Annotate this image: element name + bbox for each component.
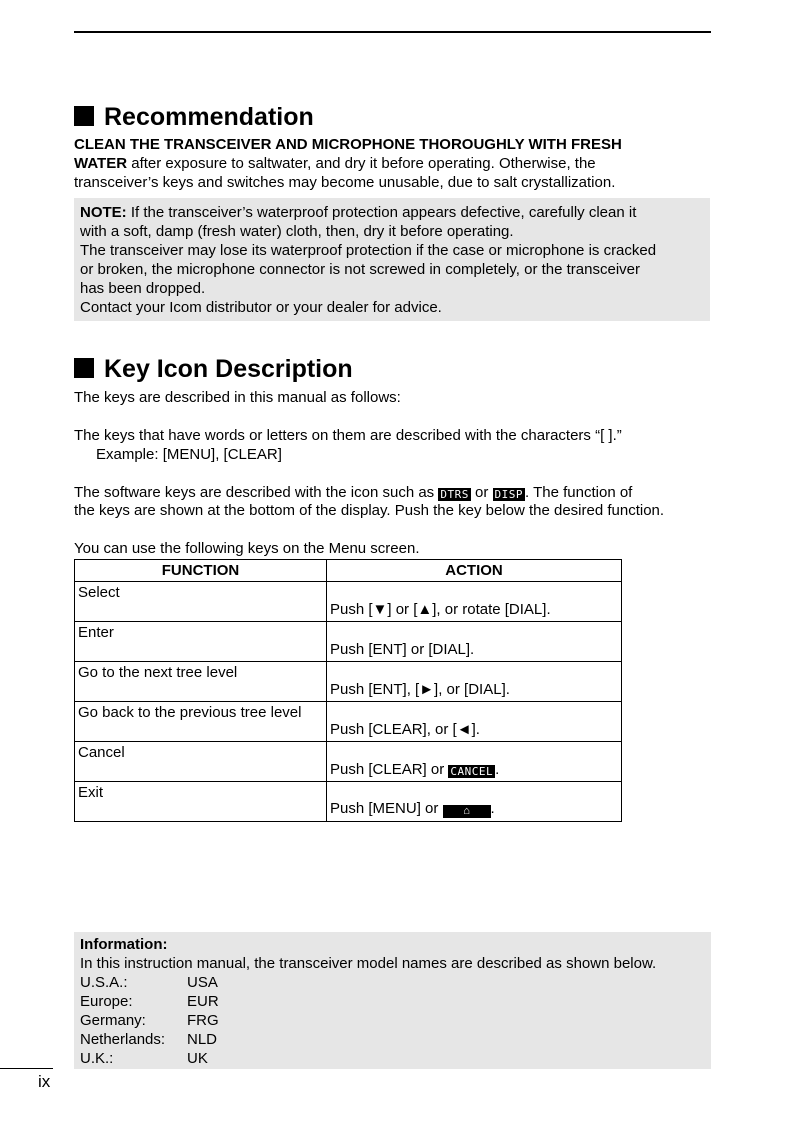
model-region: U.S.A.: [80, 974, 128, 991]
software-keys-line-2: the keys are shown at the bottom of the display. Push the key below the desired function. [74, 502, 665, 519]
cancel-key-icon: CANCEL [450, 765, 494, 778]
recommendation-heading: Recommendation [74, 102, 314, 132]
table-header-row [75, 560, 622, 582]
action-header: ACTION [327, 560, 622, 582]
table-row [75, 582, 622, 622]
note-line-1: NOTE: If the transceiver’s waterproof protection appears defective, carefully clean it [80, 204, 637, 221]
model-region: Europe: [80, 993, 133, 1010]
menu-intro: You can use the following keys on the Menu screen. [74, 540, 420, 557]
model-code: NLD [187, 1031, 218, 1048]
table-row [75, 782, 622, 822]
action-cell: Push [CLEAR] or CANCEL . [327, 742, 622, 782]
page-number: ix [38, 1072, 51, 1091]
table-row [75, 622, 622, 662]
menu-keys-table [74, 559, 622, 822]
key-words-line: The keys that have words or letters on them are described with the characters “[ ].” [74, 427, 622, 444]
square-bullet-icon [74, 358, 94, 378]
recommendation-line-2: WATER after exposure to saltwater, and dry it before operating. Otherwise, the [74, 155, 596, 172]
note-line-4: or broken, the microphone connector is not screwed in completely, or the transceiver [80, 261, 640, 278]
top-rule [74, 31, 711, 33]
information-intro: In this instruction manual, the transceiver model names are described as shown below. [80, 955, 657, 972]
model-code: FRG [187, 1012, 219, 1029]
note-box [74, 198, 710, 321]
disp-key-icon: DISP [494, 488, 524, 501]
information-title: Information: [80, 936, 168, 953]
action-cell: Push [CLEAR], or [◄]. [327, 702, 622, 742]
key-icon-intro: The keys are described in this manual as follows: [74, 389, 401, 406]
model-code: USA [187, 974, 218, 991]
dtrs-key-icon: DTRS [440, 488, 469, 501]
function-cell: Cancel [75, 742, 327, 782]
square-bullet-icon [74, 106, 94, 126]
note-line-5: has been dropped. [80, 280, 206, 297]
note-line-3: The transceiver may lose its waterproof protection if the case or microphone is cracked [80, 242, 657, 259]
function-cell: Exit [75, 782, 327, 822]
note-line-2: with a soft, damp (fresh water) cloth, then, dry it before operating. [80, 223, 514, 240]
table-row [75, 702, 622, 742]
function-cell: Select [75, 582, 327, 622]
table-row [75, 662, 622, 702]
function-header: FUNCTION [75, 560, 327, 582]
information-box [74, 932, 711, 1069]
model-code: UK [187, 1050, 208, 1067]
home-key-icon: ⌂ [443, 805, 491, 818]
key-example: Example: [MENU], [CLEAR] [96, 446, 282, 463]
action-cell: Push [ENT], [►], or [DIAL]. [327, 662, 622, 702]
software-keys-line-1: The software keys are described with the icon such as DTRS or DISP . The function of [74, 484, 633, 501]
model-region: Netherlands: [80, 1031, 166, 1048]
model-region: U.K.: [80, 1050, 114, 1067]
page-number-rule [0, 1068, 53, 1069]
function-cell: Go to the next tree level [75, 662, 327, 702]
key-icon-heading: Key Icon Description [74, 354, 353, 384]
table-row [75, 742, 622, 782]
function-cell: Enter [75, 622, 327, 662]
action-cell: Push [MENU] or ⌂ . [327, 782, 622, 822]
model-code: EUR [187, 993, 219, 1010]
model-region: Germany: [80, 1012, 146, 1029]
action-cell: Push [▼] or [▲], or rotate [DIAL]. [327, 582, 622, 622]
note-line-6: Contact your Icom distributor or your dealer for advice. [80, 299, 442, 316]
recommendation-line-3: transceiver’s keys and switches may become unusable, due to salt crystallization. [74, 174, 616, 191]
recommendation-line-1: CLEAN THE TRANSCEIVER AND MICROPHONE THOROUGHLY WITH FRESH [74, 136, 622, 153]
action-cell: Push [ENT] or [DIAL]. [327, 622, 622, 662]
function-cell: Go back to the previous tree level [75, 702, 327, 742]
